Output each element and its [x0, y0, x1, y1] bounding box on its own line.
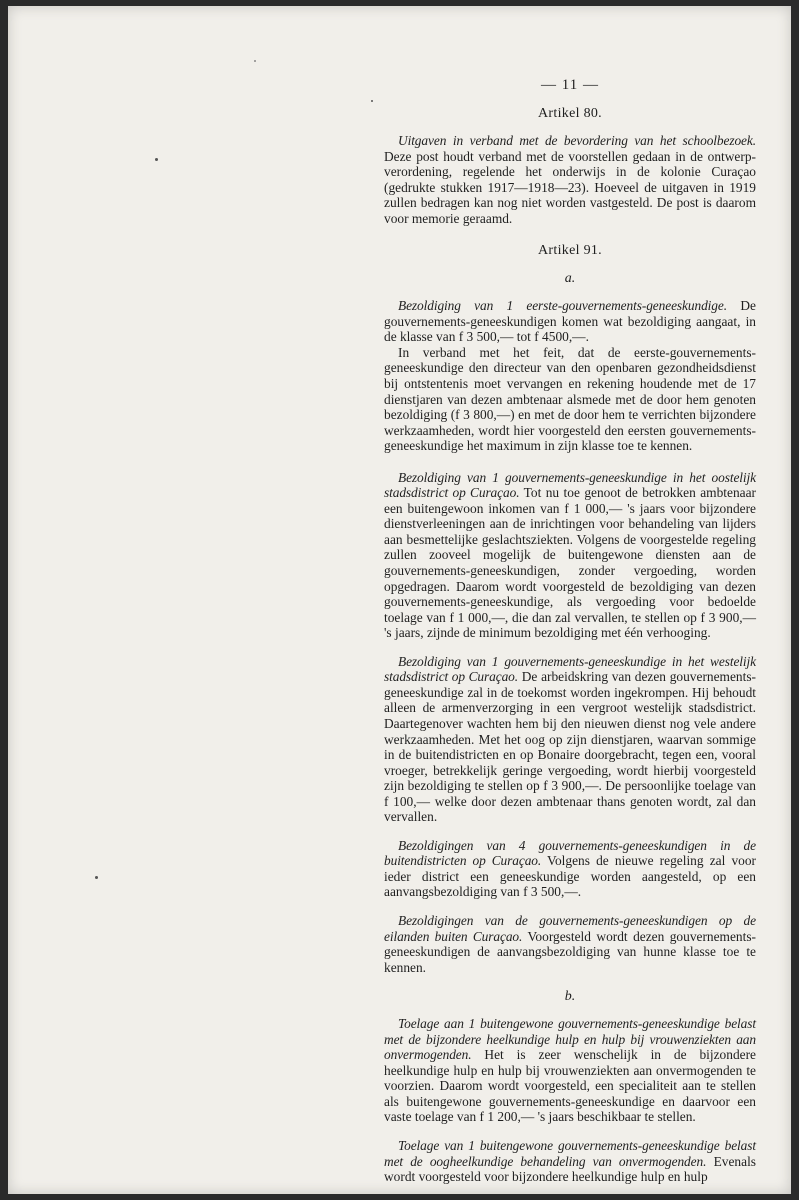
paragraph-body: Deze post houdt verband met de voorstellen gedaan in de ontwerp-verordening, regelende het onderwijs in de kolonie Curaçao (gedrukte stukken 1917—1918—23). Hoeveel de uitgaven in 1919 zullen bedragen kan nog niet worden vastgesteld. De post is daarom voor memorie geraamd.	[384, 148, 756, 226]
article-91-paragraph	[384, 838, 756, 900]
paper-speck	[155, 158, 158, 161]
paragraph-title: Uitgaven in verband met de bevordering van het schoolbezoek.	[398, 133, 756, 148]
article-80-heading: Artikel 80.	[538, 106, 602, 121]
paper-speck	[371, 100, 373, 102]
page-number: — 11 —	[541, 77, 599, 93]
paragraph-title: Bezoldigingen van de gouvernements-geneeskundigen op de eilanden buiten Curaçao.	[384, 912, 756, 944]
article-91-paragraph	[384, 1016, 756, 1125]
page-text-column	[384, 76, 756, 1185]
paragraph-body: Voorgesteld wordt dezen gouvernements-geneeskundigen de aanvangsbezoldiging van hunne klasse toe te kennen.	[384, 928, 757, 975]
article-91-paragraph	[384, 470, 756, 641]
paper-speck	[95, 876, 98, 879]
paragraph-body: In verband met het feit, dat de eerste-gouvernements-geneeskundige den directeur van den openbaren gezondheidsdienst bij ontstentenis moet vervangen en rekening houdende met de 17 dienstjaren van dezen ambtenaar alsmede met de door hem genoten bezoldiging (f 3 800,—) en met de door hem te verrichten bijzondere werkzaamheden, wordt hier voorgesteld den eersten gouvernements-geneeskundige het maximum in zijn klasse toe te kennen.	[384, 344, 756, 454]
paragraph-body: De gouvernements-geneeskundigen komen wat bezoldiging aangaat, in de klasse van f 3 500,— tot f 4500,—.	[384, 298, 756, 345]
paragraph-title: Bezoldiging van 1 gouvernements-geneeskundige in het oostelijk stadsdistrict op Curaçao.	[384, 469, 756, 501]
article-80-paragraph	[384, 133, 756, 226]
paragraph-title: Bezoldiging van 1 gouvernements-geneeskundige in het westelijk stadsdistrict op Curaçao.	[384, 653, 756, 685]
paragraph-title: Toelage van 1 buitengewone gouvernements-geneeskundige belast met de oogheelkundige behandeling van onvermogenden.	[384, 1137, 756, 1169]
paper-speck	[254, 60, 256, 62]
section-b-heading: b.	[564, 989, 576, 1005]
paragraph-body: Het is zeer wenschelijk in de bijzondere heelkundige hulp en hulp bij vrouwenziekten aan onvermogenden te voorzien. Daarom wordt voorgesteld, een specialiteit aan te stellen als buitengewone gouvernements-geneeskundige en daarvoor een vaste toelage van f 1 200,— 's jaars beschikbaar te stellen.	[384, 1047, 756, 1125]
paragraph-title: Bezoldigingen van 4 gouvernements-geneeskundigen in de buitendistricten op Curaçao.	[384, 837, 756, 869]
article-91-heading: Artikel 91.	[538, 243, 602, 259]
paragraph-body: De arbeidskring van dezen gouvernements-geneeskundige zal in de toekomst worden ingekrompen. Hij behoudt alleen de armenverzorging in een vergroot westelijk stadsdistrict. Daartegenover wachten hem bij den nieuwen dienst nog vele andere werkzaamheden. Met het oog op zijn dienstjaren, waarvan sommige in de buitendistricten en op Bonaire doorgebracht, tegen een, vooral vroeger, betrekkelijk geringe vergoeding, wordt hierbij voorgesteld zijn bezoldiging te stellen op f 3 900,—. De persoonlijke toelage van f 100,— welke door dezen ambtenaar thans genoten wordt, zal dan vervallen.	[384, 669, 756, 825]
paragraph-title: Bezoldiging van 1 eerste-gouvernements-geneeskundige.	[398, 298, 727, 314]
article-91-paragraph	[384, 1138, 756, 1185]
section-a-heading: a.	[564, 271, 576, 287]
article-91-paragraph	[384, 913, 756, 975]
paragraph-title: Toelage aan 1 buitengewone gouvernements-geneeskundige belast met de bijzondere heelkundige hulp en hulp bij vrouwenziekten aan onvermogenden.	[384, 1016, 756, 1063]
paragraph-body: Evenals wordt voorgesteld voor bijzondere heelkundige hulp en hulp	[384, 1153, 756, 1185]
article-91-paragraph	[384, 345, 756, 454]
article-91-paragraph	[384, 298, 756, 345]
paragraph-body: Volgens de nieuwe regeling zal voor ieder district een geneeskundige worden aangesteld, op een aanvangsbezoldiging van f 3 500,—.	[384, 853, 756, 900]
article-91-paragraph	[384, 654, 756, 825]
paragraph-body: Tot nu toe genoot de betrokken ambtenaar een buitengewoon inkomen van f 1 000,— 's jaars voor bijzondere dienstverleeningen aan de inrichtingen voor behandeling van lijders aan besmettelijke geslachtsziekten. Volgens de voorgestelde regeling zullen zooveel mogelijk de buitengewone diensten aan de gouvernements-geneeskundigen, zonder vergoeding, worden opgedragen. Daarom wordt voorgesteld de bezoldiging van dezen gouvernements-geneeskundige, als vergoeding voor bedoelde toelage van f 1 000,—, die dan zal vervallen, te stellen op f 3 900,— 's jaars, zijnde de minimum bezoldiging met één verhooging.	[384, 485, 756, 641]
